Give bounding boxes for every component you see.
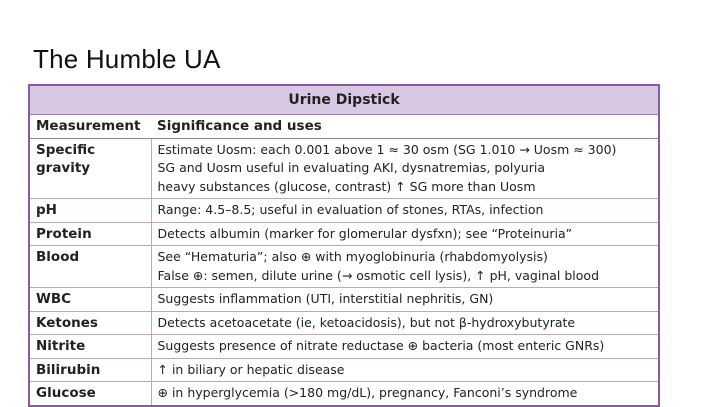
significance-line: Estimate Uosm: each 0.001 above 1 ≈ 30 osm (SG 1.010 → Uosm ≈ 300) — [157, 141, 617, 157]
measurement-cell: Bilirubin — [30, 358, 151, 382]
table-row — [30, 382, 658, 405]
table-row — [30, 311, 658, 335]
significance-cell — [151, 138, 658, 199]
significance-line: False ⊕: semen, dilute urine (→ osmotic cell lysis), ↑ pH, vaginal blood — [157, 267, 599, 283]
column-header-measurement: Measurement — [30, 115, 151, 138]
significance-cell — [151, 358, 658, 382]
measurement-cell: Ketones — [30, 311, 151, 335]
table-row — [30, 138, 658, 199]
significance-line: See “Hematuria”; also ⊕ with myoglobinuria (rhabdomyolysis) — [157, 249, 548, 264]
significance-line: ⊕ in hyperglycemia (>180 mg/dL), pregnancy, Fanconi’s syndrome — [157, 385, 578, 400]
significance-cell — [151, 288, 658, 312]
significance-cell — [151, 311, 658, 335]
table-row — [30, 288, 658, 312]
significance-cell — [151, 199, 658, 223]
measurement-cell: Specific gravity — [30, 138, 151, 199]
measurement-cell: Protein — [30, 222, 151, 246]
table-row — [30, 358, 658, 382]
significance-cell — [151, 246, 658, 288]
significance-cell — [151, 335, 658, 359]
table-row — [30, 335, 658, 359]
significance-line: Detects acetoacetate (ie, ketoacidosis), but not β-hydroxybutyrate — [157, 314, 576, 330]
column-header-significance: Significance and uses — [151, 115, 658, 138]
table-row — [30, 246, 658, 288]
significance-line: Suggests inflammation (UTI, interstitial nephritis, GN) — [157, 291, 494, 306]
significance-line: Detects albumin (marker for glomerular dysfxn); see “Proteinuria” — [157, 225, 573, 241]
column-header-row — [30, 115, 658, 138]
significance-line: SG and Uosm useful in evaluating AKI, dysnatremias, polyuria — [157, 160, 545, 175]
significance-cell — [151, 222, 658, 246]
urine-dipstick-table — [28, 84, 660, 407]
significance-line: heavy substances (glucose, contrast) ↑ SG more than Uosm — [157, 178, 536, 194]
measurement-cell: Blood — [30, 246, 151, 288]
measurement-cell: Glucose — [30, 382, 151, 405]
measurement-cell: WBC — [30, 288, 151, 312]
slide-title: The Humble UA — [33, 44, 221, 74]
table-row — [30, 199, 658, 223]
dipstick-grid — [30, 115, 658, 405]
significance-line: ↑ in biliary or hepatic disease — [157, 361, 345, 377]
measurement-cell: Nitrite — [30, 335, 151, 359]
table-title: Urine Dipstick — [30, 86, 658, 115]
significance-line: Suggests presence of nitrate reductase ⊕ bacteria (most enteric GNRs) — [157, 338, 605, 353]
measurement-cell: pH — [30, 199, 151, 223]
significance-line: Range: 4.5–8.5; useful in evaluation of stones, RTAs, infection — [157, 202, 544, 217]
table-row — [30, 222, 658, 246]
significance-cell — [151, 382, 658, 405]
